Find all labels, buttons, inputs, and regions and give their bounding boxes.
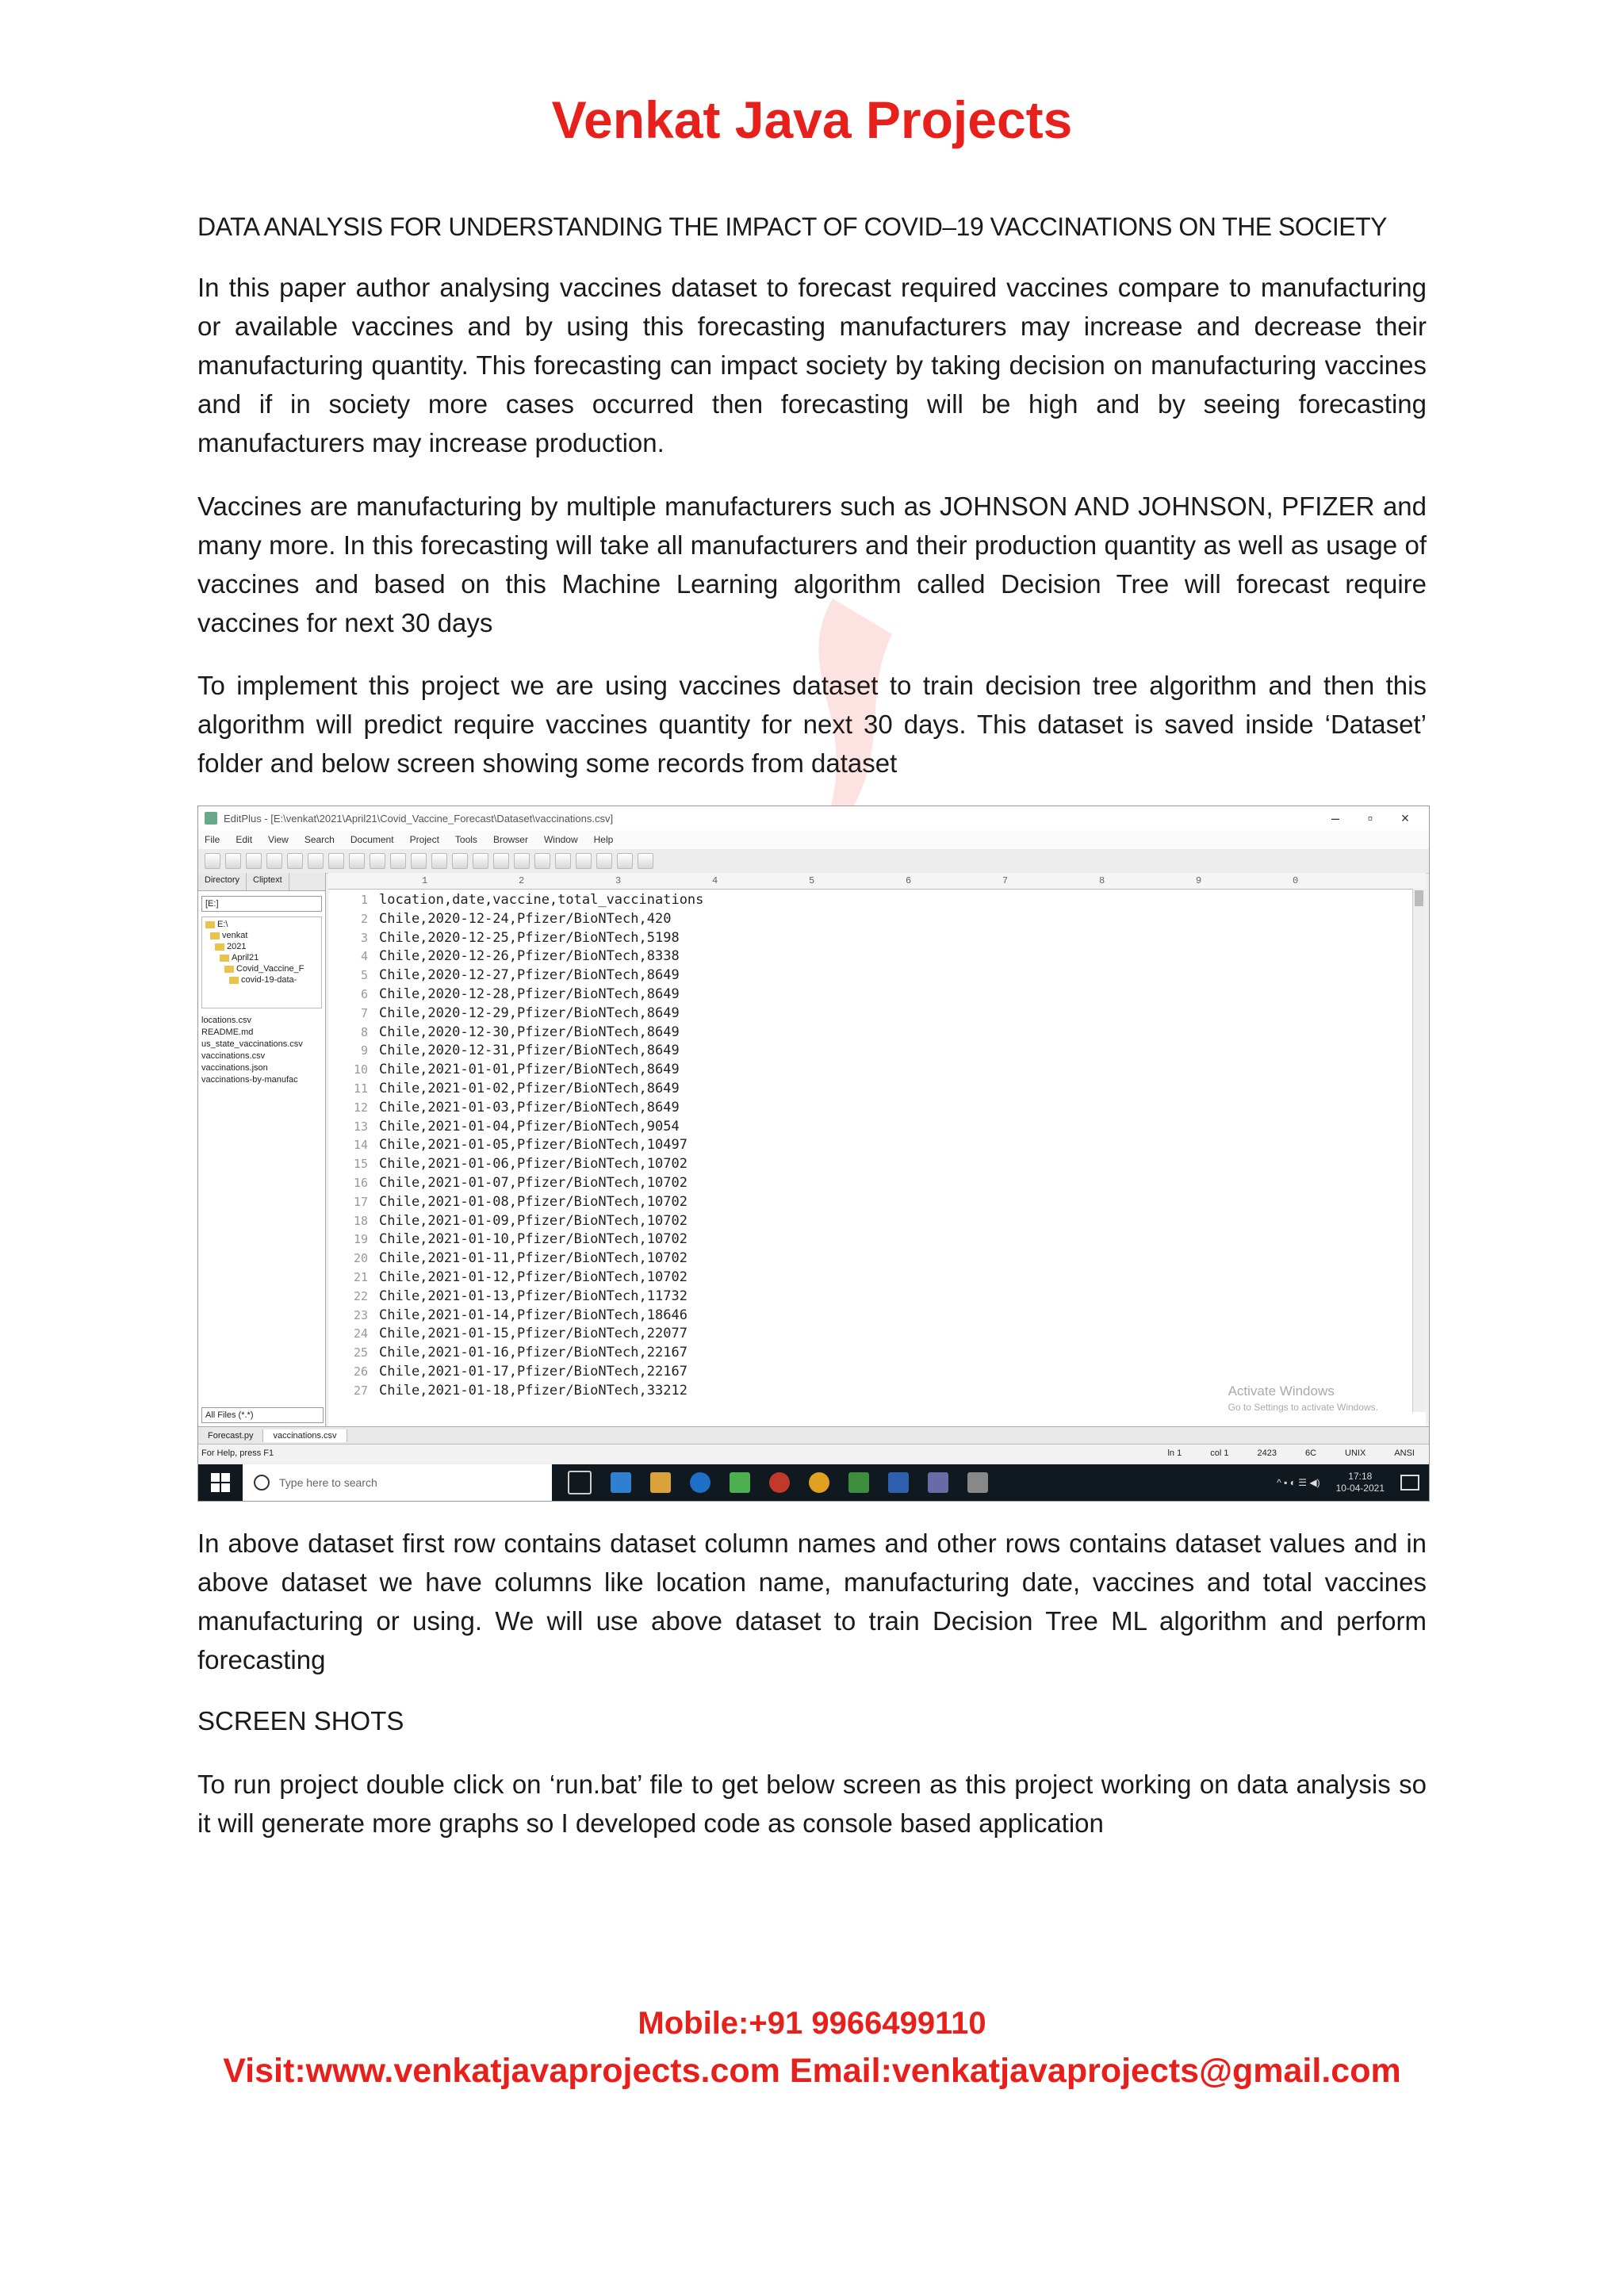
taskbar-clock[interactable]: 17:18 10-04-2021 <box>1335 1471 1385 1494</box>
line-text: Chile,2020-12-29,Pfizer/BioNTech,8649 <box>379 1004 680 1021</box>
line-text: Chile,2021-01-10,Pfizer/BioNTech,10702 <box>379 1231 688 1248</box>
line-text: Chile,2020-12-25,Pfizer/BioNTech,5198 <box>379 929 680 946</box>
folder-icon <box>224 966 234 973</box>
doc-heading: DATA ANALYSIS FOR UNDERSTANDING THE IMPACT OF COVID–19 VACCINATIONS ON THE SOCIETY <box>197 212 1387 241</box>
line-text: Chile,2021-01-03,Pfizer/BioNTech,8649 <box>379 1099 680 1115</box>
code-line[interactable] <box>328 1136 1426 1155</box>
menu-view[interactable]: View <box>268 834 289 845</box>
windows-start-icon[interactable] <box>211 1473 230 1492</box>
page-title: Venkat Java Projects <box>551 90 1073 149</box>
line-number: 5 <box>360 968 368 983</box>
file-filter-select[interactable]: All Files (*.*) <box>201 1407 324 1423</box>
line-text: Chile,2021-01-16,Pfizer/BioNTech,22167 <box>379 1345 688 1361</box>
notification-icon[interactable] <box>1400 1475 1419 1490</box>
maximize-icon[interactable]: ▫ <box>1367 809 1373 826</box>
menu-tools[interactable]: Tools <box>454 834 477 845</box>
line-text: Chile,2021-01-17,Pfizer/BioNTech,22167 <box>379 1363 688 1380</box>
line-number: 8 <box>360 1024 368 1039</box>
line-text: Chile,2021-01-05,Pfizer/BioNTech,10497 <box>379 1137 688 1154</box>
file-list <box>201 1015 322 1086</box>
code-line[interactable] <box>328 1288 1426 1307</box>
app-icon[interactable] <box>928 1472 948 1493</box>
line-text: Chile,2021-01-02,Pfizer/BioNTech,8649 <box>379 1080 680 1096</box>
code-line[interactable] <box>328 1363 1426 1382</box>
line-number: 11 <box>353 1081 368 1096</box>
browser-icon[interactable] <box>514 853 530 869</box>
chrome-icon[interactable] <box>809 1472 829 1493</box>
paragraph-dataset-description: In above dataset first row contains dataset column names and other rows contains dataset values and in above dataset we have columns like location name, manufacturing date, vaccines and total vaccines manufacturing or using. We will use above dataset to train Decision Tree ML algorithm and perform forecasting <box>197 1529 1427 1674</box>
tree-item[interactable]: Covid_Vaccine_F <box>205 963 318 974</box>
line-text: Chile,2021-01-15,Pfizer/BioNTech,22077 <box>379 1326 688 1342</box>
editplus-icon <box>205 812 217 825</box>
editor-screenshot <box>197 806 1430 1502</box>
line-text: Chile,2021-01-08,Pfizer/BioNTech,10702 <box>379 1193 688 1210</box>
tray-icons[interactable]: ^ ▪ ◐ ☰ ◀) <box>1277 1477 1320 1488</box>
paragraph-run-instructions: To run project double click on ‘run.bat’ file to get below screen as this project working on data analysis so it will generate more graphs so I developed code as console based application <box>197 1770 1427 1838</box>
status-extra: 6C <box>1304 1448 1317 1458</box>
opera-icon[interactable] <box>769 1472 790 1493</box>
menu-window[interactable]: Window <box>543 834 578 845</box>
cortana-icon <box>254 1475 270 1490</box>
line-number: 15 <box>353 1157 368 1172</box>
line-text: Chile,2021-01-13,Pfizer/BioNTech,11732 <box>379 1288 688 1304</box>
line-text: Chile,2021-01-18,Pfizer/BioNTech,33212 <box>379 1382 688 1399</box>
tree-item[interactable]: April21 <box>205 952 318 963</box>
column-ruler: 1 2 3 4 5 6 7 8 9 0 <box>328 873 1426 890</box>
code-line[interactable] <box>328 1193 1426 1212</box>
line-number: 2 <box>360 911 368 926</box>
line-number: 16 <box>353 1175 368 1190</box>
line-text: Chile,2021-01-07,Pfizer/BioNTech,10702 <box>379 1174 688 1191</box>
minimize-icon[interactable]: – <box>1331 809 1339 826</box>
folder-icon <box>215 943 224 951</box>
file-item[interactable]: locations.csv <box>201 1016 251 1025</box>
line-number: 26 <box>353 1364 368 1379</box>
footer-contact: Visit:www.venkatjavaprojects.com Email:venkatjavaprojects@gmail.com <box>223 2052 1401 2090</box>
code-line[interactable] <box>328 1042 1426 1061</box>
editor-area[interactable] <box>328 873 1426 1426</box>
word-icon[interactable] <box>888 1472 909 1493</box>
line-text: Chile,2020-12-30,Pfizer/BioNTech,8649 <box>379 1024 680 1040</box>
code-line[interactable] <box>328 1230 1426 1249</box>
line-text: Chile,2021-01-12,Pfizer/BioNTech,10702 <box>379 1269 688 1285</box>
code-line[interactable] <box>328 929 1426 948</box>
document-tabs <box>198 1426 1429 1445</box>
tab-cliptext[interactable]: Cliptext <box>247 873 289 890</box>
code-line[interactable] <box>328 1118 1426 1137</box>
line-text: location,date,vaccine,total_vaccinations <box>379 892 704 908</box>
app-icon[interactable] <box>730 1472 750 1493</box>
paste-icon[interactable] <box>390 853 406 869</box>
menu-project[interactable]: Project <box>409 834 439 845</box>
line-number: 14 <box>353 1138 368 1153</box>
line-number: 13 <box>353 1119 368 1134</box>
tab-vaccinations-csv[interactable]: vaccinations.csv <box>263 1429 347 1442</box>
system-tray <box>1277 1471 1429 1494</box>
print-icon[interactable] <box>287 853 303 869</box>
excel-icon[interactable] <box>848 1472 869 1493</box>
folder-tree <box>201 916 322 1008</box>
activate-windows-notice: Activate Windows Go to Settings to activate Windows. <box>1228 1383 1378 1413</box>
file-item[interactable]: vaccinations.csv <box>201 1051 266 1061</box>
line-text: Chile,2021-01-14,Pfizer/BioNTech,18646 <box>379 1307 688 1323</box>
code-line[interactable] <box>328 1344 1426 1363</box>
menu-document[interactable]: Document <box>350 834 394 845</box>
save-all-icon[interactable] <box>266 853 282 869</box>
line-number: 17 <box>353 1194 368 1209</box>
line-text: Chile,2021-01-04,Pfizer/BioNTech,9054 <box>379 1118 680 1135</box>
paragraph-intro: In this paper author analysing vaccines dataset to forecast required vaccines compare to manufacturing or available vaccines and by using this forecasting manufacturers may increase and decrease their manufacturing quantity. This forecasting can impact society by taking decision on manufacturing vaccines and if in society more cases occurred then forecasting will be high and by seeing forecasting manufacturers may increase production. <box>197 273 1427 457</box>
tab-directory[interactable]: Directory <box>198 873 247 890</box>
file-item[interactable]: vaccinations.json <box>201 1063 268 1073</box>
status-bar <box>198 1444 1429 1462</box>
folder-icon <box>220 955 229 962</box>
code-line[interactable] <box>328 1024 1426 1043</box>
ruler-icon[interactable] <box>555 853 571 869</box>
tree-item[interactable]: venkat <box>205 930 318 941</box>
line-number: 9 <box>360 1043 368 1058</box>
directory-pane <box>198 873 326 1426</box>
line-text: Chile,2020-12-31,Pfizer/BioNTech,8649 <box>379 1043 680 1059</box>
line-number: 19 <box>353 1232 368 1247</box>
screenshots-heading: SCREEN SHOTS <box>197 1706 404 1735</box>
task-view-icon[interactable] <box>568 1471 592 1494</box>
line-number: 25 <box>353 1345 368 1360</box>
line-number: 24 <box>353 1326 368 1341</box>
toolbar <box>198 849 1429 874</box>
line-text: Chile,2021-01-06,Pfizer/BioNTech,10702 <box>379 1156 688 1173</box>
code-lines <box>328 890 1426 1401</box>
help-icon[interactable] <box>638 853 653 869</box>
line-number: 1 <box>360 893 368 907</box>
code-line[interactable] <box>328 891 1426 910</box>
status-size: 2423 <box>1257 1448 1277 1458</box>
menu-browser[interactable]: Browser <box>492 834 528 845</box>
replace-icon[interactable] <box>493 853 509 869</box>
delete-icon[interactable] <box>411 853 427 869</box>
tree-item[interactable]: covid-19-data- <box>205 974 318 985</box>
file-item[interactable]: vaccinations-by-manufac <box>201 1075 298 1085</box>
paragraph-implementation: To implement this project we are using vaccines dataset to train decision tree algorithm and then this algorithm will predict require vaccines quantity for next 30 days. This dataset is saved inside ‘Dataset’ folder and below screen showing some records from dataset <box>197 671 1427 778</box>
window-title: EditPlus - [E:\venkat\2021\April21\Covid_Vaccine_Forecast\Dataset\vaccinations.csv] <box>224 812 614 825</box>
spellcheck-icon[interactable] <box>328 853 344 869</box>
line-text: Chile,2021-01-11,Pfizer/BioNTech,10702 <box>379 1250 688 1267</box>
code-line[interactable] <box>328 1004 1426 1024</box>
code-line[interactable] <box>328 966 1426 985</box>
app-icon[interactable] <box>967 1472 988 1493</box>
line-text: Chile,2021-01-09,Pfizer/BioNTech,10702 <box>379 1212 688 1229</box>
line-text: Chile,2020-12-26,Pfizer/BioNTech,8338 <box>379 948 680 965</box>
open-file-icon[interactable] <box>225 853 241 869</box>
tree-item[interactable]: 2021 <box>205 941 318 952</box>
drive-select[interactable]: [E:] <box>201 896 322 912</box>
code-line[interactable] <box>328 910 1426 929</box>
save-icon[interactable] <box>246 853 262 869</box>
code-line[interactable] <box>328 1307 1426 1326</box>
tab-forecast-py[interactable]: Forecast.py <box>198 1429 263 1442</box>
line-number: 18 <box>353 1213 368 1228</box>
window-titlebar <box>198 806 1429 830</box>
line-text: Chile,2020-12-28,Pfizer/BioNTech,8649 <box>379 985 680 1002</box>
line-number: 27 <box>353 1383 368 1398</box>
code-line[interactable] <box>328 1249 1426 1269</box>
line-text: Chile,2020-12-27,Pfizer/BioNTech,8649 <box>379 967 680 984</box>
line-text: Chile,2020-12-24,Pfizer/BioNTech,420 <box>379 910 672 927</box>
line-number: 3 <box>360 930 368 945</box>
line-number: 7 <box>360 1005 368 1020</box>
line-number: 6 <box>360 986 368 1001</box>
folder-icon <box>210 932 220 939</box>
line-number: 23 <box>353 1307 368 1322</box>
menu-help[interactable]: Help <box>593 834 614 845</box>
undo-icon[interactable] <box>431 853 447 869</box>
find-icon[interactable] <box>473 853 488 869</box>
status-help: For Help, press F1 <box>201 1448 274 1458</box>
windows-taskbar <box>198 1464 1429 1501</box>
folder-icon <box>229 977 239 984</box>
code-line[interactable] <box>328 1155 1426 1174</box>
menu-search[interactable]: Search <box>304 834 335 845</box>
line-number: 4 <box>360 949 368 964</box>
status-line: ln 1 <box>1167 1448 1182 1458</box>
edge-icon[interactable] <box>690 1472 710 1493</box>
print-preview-icon[interactable] <box>308 853 324 869</box>
line-number: 10 <box>353 1062 368 1077</box>
code-line[interactable] <box>328 1080 1426 1099</box>
new-file-icon[interactable] <box>205 853 220 869</box>
code-line[interactable] <box>328 1325 1426 1344</box>
menu-bar <box>198 830 1429 849</box>
code-line[interactable] <box>328 985 1426 1004</box>
cut-icon[interactable] <box>349 853 365 869</box>
code-line[interactable] <box>328 1174 1426 1193</box>
menu-edit[interactable]: Edit <box>236 834 253 845</box>
code-line[interactable] <box>328 1099 1426 1118</box>
menu-file[interactable]: File <box>205 834 220 845</box>
line-text: Chile,2021-01-01,Pfizer/BioNTech,8649 <box>379 1062 680 1078</box>
code-line[interactable] <box>328 947 1426 966</box>
window-cascade-icon[interactable] <box>617 853 633 869</box>
status-eol: UNIX <box>1345 1448 1366 1458</box>
line-number: 20 <box>353 1251 368 1266</box>
folder-icon <box>205 921 215 928</box>
paragraph-manufacturers: Vaccines are manufacturing by multiple manufacturers such as JOHNSON AND JOHNSON, PFIZER and many more. In this forecasting will take all manufacturers and their production quantity as well as usage of vaccines and based on this Machine Learning algorithm called Decision Tree will forecast require vaccines for next 30 days <box>197 492 1427 637</box>
footer-mobile: Mobile:+91 9966499110 <box>638 2006 986 2041</box>
word-wrap-icon[interactable] <box>534 853 550 869</box>
taskbar-search-input[interactable]: Type here to search <box>243 1464 552 1501</box>
mail-icon[interactable] <box>611 1472 631 1493</box>
copy-icon[interactable] <box>370 853 385 869</box>
code-line[interactable] <box>328 1061 1426 1080</box>
line-number: 22 <box>353 1288 368 1303</box>
vertical-scrollbar[interactable] <box>1412 889 1426 1412</box>
line-number: 12 <box>353 1100 368 1115</box>
close-icon[interactable]: × <box>1400 809 1410 826</box>
code-line[interactable] <box>328 1269 1426 1288</box>
redo-icon[interactable] <box>452 853 468 869</box>
line-number-icon[interactable] <box>576 853 592 869</box>
status-column: col 1 <box>1210 1448 1229 1458</box>
line-number: 21 <box>353 1269 368 1284</box>
window-tile-icon[interactable] <box>596 853 612 869</box>
tree-item[interactable]: E:\ <box>205 919 318 930</box>
status-encoding: ANSI <box>1394 1448 1415 1458</box>
code-line[interactable] <box>328 1212 1426 1231</box>
file-item[interactable]: README.md <box>201 1027 254 1037</box>
store-icon[interactable] <box>650 1472 671 1493</box>
file-item[interactable]: us_state_vaccinations.csv <box>201 1039 303 1049</box>
